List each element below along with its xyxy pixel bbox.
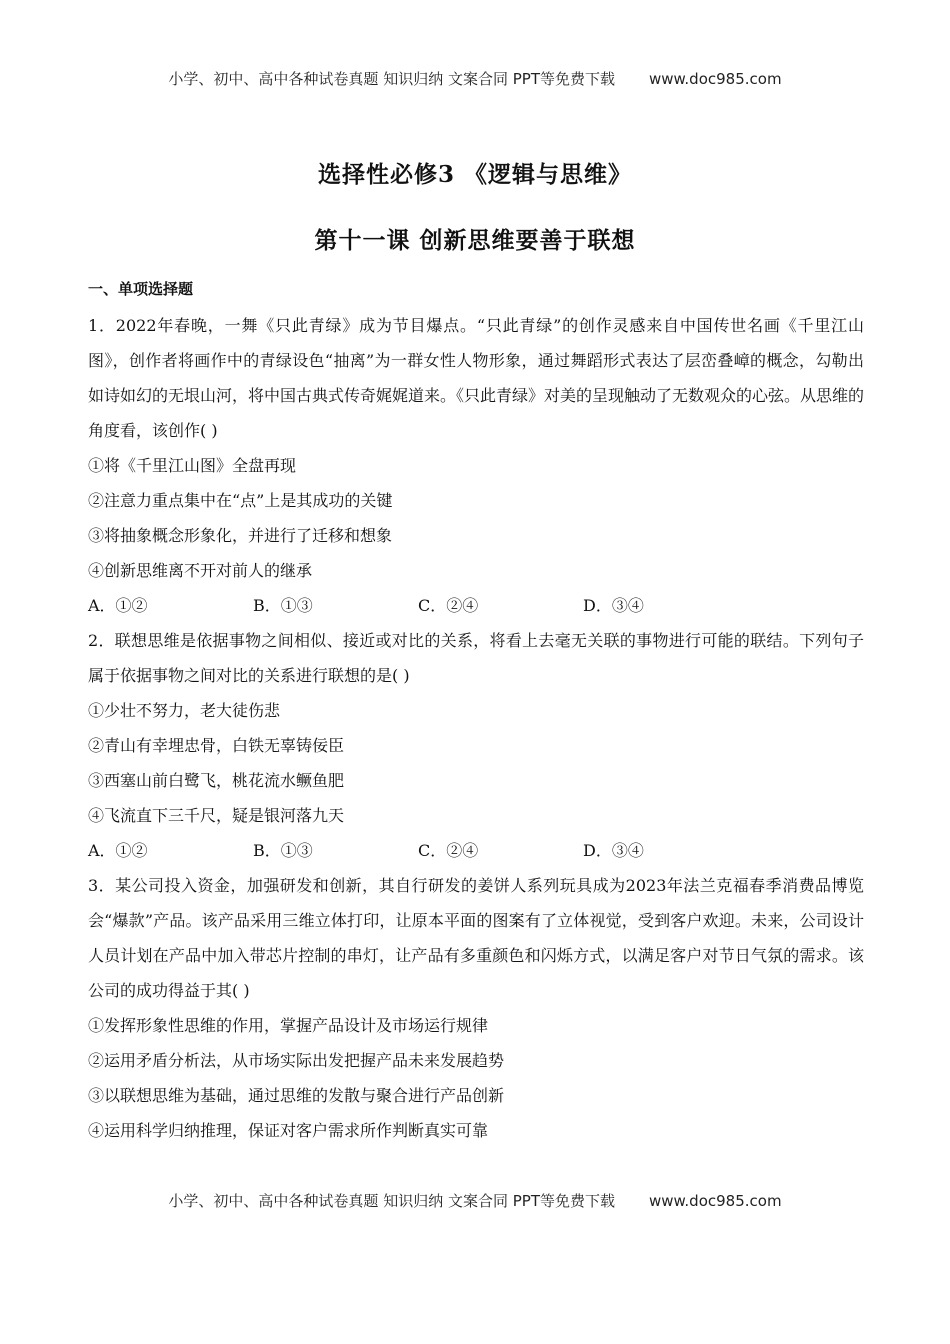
page-header — [0, 68, 950, 89]
document-title: 选择性必修3 《逻辑与思维》 — [317, 161, 632, 188]
choice-b: B．①③ — [253, 841, 313, 860]
question-stem: 2．联想思维是依据事物之间相似、接近或对比的关系，将看上去毫无关联的事物进行可能的联结。下列句子属于依据事物之间对比的关系进行联想的是( ) — [88, 631, 864, 685]
footer-site-link[interactable]: www.doc985.com — [648, 1192, 782, 1210]
question-option: ④创新思维离不开对前人的继承 — [88, 561, 313, 580]
question-option: ③以联想思维为基础，通过思维的发散与聚合进行产品创新 — [88, 1086, 505, 1105]
choice-d: D．③④ — [583, 596, 644, 615]
footer-text: 小学、初中、高中各种试卷真题 知识归纳 文案合同 PPT等免费下载 — [168, 1192, 615, 1210]
choice-d: D．③④ — [583, 841, 644, 860]
header-site-link[interactable]: www.doc985.com — [648, 70, 782, 88]
choice-a: A．①② — [88, 596, 148, 615]
question-option: ②运用矛盾分析法，从市场实际出发把握产品未来发展趋势 — [88, 1051, 505, 1070]
question-3 — [88, 868, 864, 1148]
section-heading: 一、单项选择题 — [88, 280, 194, 298]
question-stem: 3．某公司投入资金，加强研发和创新，其自行研发的姜饼人系列玩具成为2023年法兰克福春季消费品博览会“爆款”产品。该产品采用三维立体打印，让原本平面的图案有了立体视觉，受到客户欢迎。未来，公司设计人员计划在产品中加入带芯片控制的串灯，让产品有多重颜色和闪烁方式，以满足客户对节日气氛的需求。该公司的成功得益于其( ) — [88, 876, 864, 1000]
choice-b: B．①③ — [253, 596, 313, 615]
choice-a: A．①② — [88, 841, 148, 860]
question-stem: 1．2022年春晚，一舞《只此青绿》成为节目爆点。“只此青绿”的创作灵感来自中国传世名画《千里江山图》，创作者将画作中的青绿设色“抽离”为一群女性人物形象，通过舞蹈形式表达了层峦叠嶂的概念，勾勒出如诗如幻的无垠山河，将中国古典式传奇娓娓道来。《只此青绿》对美的呈现触动了无数观众的心弦。从思维的角度看，该创作( ) — [88, 316, 865, 440]
question-option: ③将抽象概念形象化，并进行了迁移和想象 — [88, 526, 393, 545]
lesson-title: 第十一课 创新思维要善于联想 — [314, 227, 636, 254]
answer-choices — [88, 588, 864, 623]
question-option: ①将《千里江山图》全盘再现 — [88, 456, 297, 475]
question-option: ①发挥形象性思维的作用，掌握产品设计及市场运行规律 — [88, 1016, 489, 1035]
question-option: ③西塞山前白鹭飞，桃花流水鳜鱼肥 — [88, 771, 345, 790]
answer-choices — [88, 833, 864, 868]
question-option: ②青山有幸埋忠骨，白铁无辜铸佞臣 — [88, 736, 345, 755]
question-option: ②注意力重点集中在“点”上是其成功的关键 — [88, 491, 393, 510]
choice-c: C．②④ — [418, 596, 479, 615]
question-option: ④飞流直下三千尺，疑是银河落九天 — [88, 806, 345, 825]
choice-c: C．②④ — [418, 841, 479, 860]
question-1 — [88, 308, 864, 623]
header-text: 小学、初中、高中各种试卷真题 知识归纳 文案合同 PPT等免费下载 — [168, 70, 615, 88]
question-2 — [88, 623, 864, 868]
question-option: ④运用科学归纳推理，保证对客户需求所作判断真实可靠 — [88, 1121, 489, 1140]
page-footer — [0, 1190, 950, 1211]
question-option: ①少壮不努力，老大徒伤悲 — [88, 701, 281, 720]
question-list — [88, 308, 864, 1148]
